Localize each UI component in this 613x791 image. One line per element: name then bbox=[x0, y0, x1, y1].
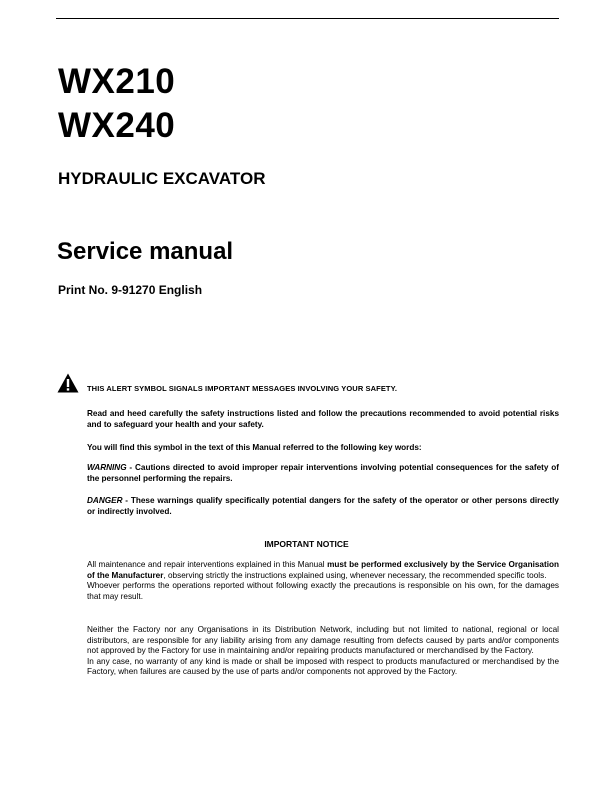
notice-text: In any case, no warranty of any kind is made or shall be imposed with respect to products manufactured or merchandised by the Factory, when failures are caused by the use of parts and/or components not approved by the Factory. bbox=[87, 656, 559, 677]
warning-triangle-icon bbox=[57, 373, 79, 393]
warning-paragraph bbox=[87, 463, 559, 484]
top-rule bbox=[56, 18, 559, 19]
warning-label: WARNING bbox=[87, 463, 127, 472]
notice-text: All maintenance and repair interventions explained in this Manual bbox=[87, 560, 328, 569]
keywords-paragraph: You will find this symbol in the text of this Manual referred to the following key words: bbox=[87, 443, 422, 452]
machine-type: HYDRAULIC EXCAVATOR bbox=[58, 169, 266, 188]
notice-text: , observing strictly the instructions explained using, whenever necessary, the recommended specific tools. bbox=[163, 570, 547, 580]
print-number: Print No. 9-91270 English bbox=[58, 283, 203, 297]
manual-title: Service manual bbox=[57, 238, 234, 265]
notice-text: Neither the Factory nor any Organisations in its Distribution Network, including but not limited to national, regional or local distributors, are responsible for any liability arising from any damage resulting from defects caused by parts and/or components not approved by the Factory for use in maintaining and/or repairing products manufactured or merchandised by the Factory. bbox=[87, 625, 559, 656]
notice-title: IMPORTANT NOTICE bbox=[264, 539, 349, 549]
safety-paragraph: Read and heed carefully the safety instructions listed and follow the precautions recommended to avoid potential risks and to safeguard your health and your safety. bbox=[87, 409, 559, 429]
danger-label: DANGER bbox=[87, 496, 123, 505]
danger-text: - These warnings qualify specifically potential dangers for the safety of the operator or other persons directly or indirectly involved. bbox=[87, 496, 559, 516]
notice-paragraph-2 bbox=[87, 625, 559, 678]
model-title-2: WX240 bbox=[58, 106, 176, 145]
notice-paragraph-1 bbox=[87, 560, 559, 602]
notice-emphasis: must be performed exclusively by the Service Organisation of the Manufacturer bbox=[87, 560, 559, 580]
alert-heading: THIS ALERT SYMBOL SIGNALS IMPORTANT MESSAGES INVOLVING YOUR SAFETY. bbox=[87, 384, 398, 393]
notice-text: Whoever performs the operations reported without following exactly the precautions is responsible on his own, for the damages that may result. bbox=[87, 581, 559, 601]
model-title-1: WX210 bbox=[58, 62, 176, 101]
danger-paragraph bbox=[87, 496, 559, 517]
warning-text: - Cautions directed to avoid improper repair interventions involving potential consequences for the safety of the personnel performing the repairs. bbox=[87, 463, 559, 483]
